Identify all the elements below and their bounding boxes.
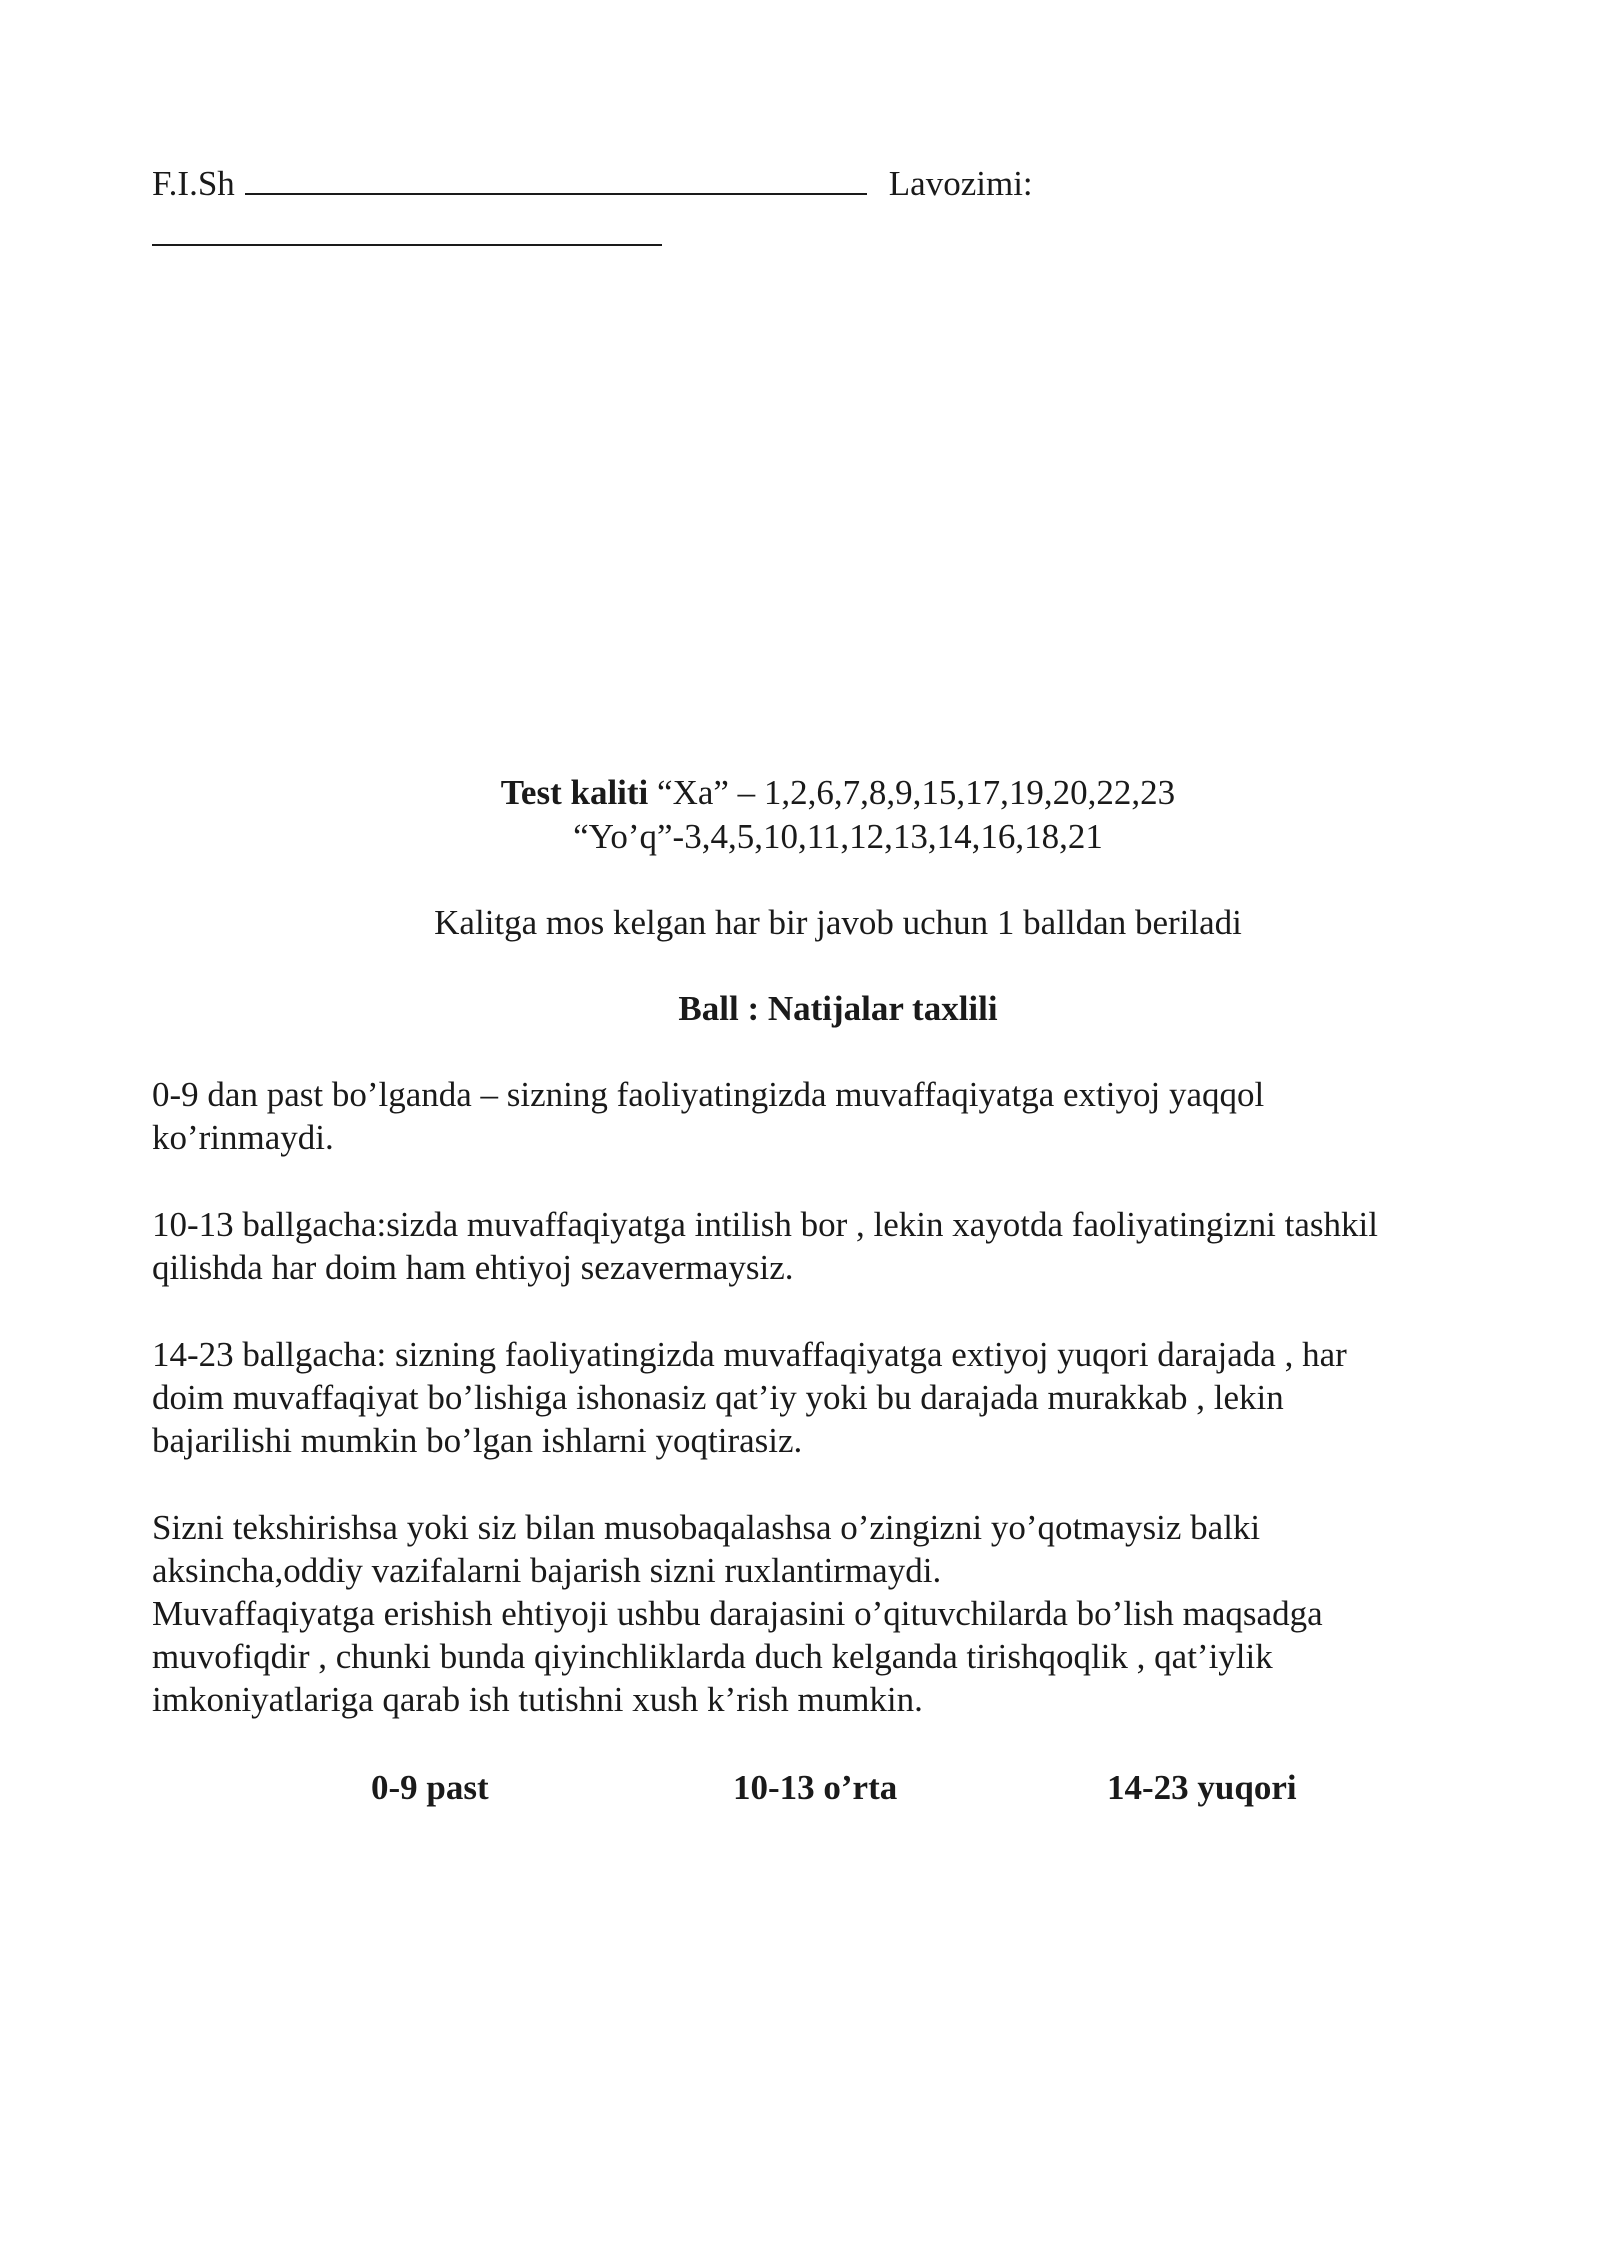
score-levels [0,1766,1600,1810]
paragraph-line: ko’rinmaydi. [152,1118,334,1157]
paragraph-line: 10-13 ballgacha:sizda muvaffaqiyatga intilish bor , lekin xayotda faoliyatingizni tashkil [152,1205,1378,1244]
paragraph-competition [152,1506,1532,1592]
scoring-instruction: Kalitga mos kelgan har bir javob uchun 1 balldan beriladi [434,903,1242,942]
fish-label: F.I.Sh [152,164,235,203]
paragraph-low-score [152,1073,1532,1159]
paragraph-high-score [152,1333,1532,1462]
level-low: 0-9 past [371,1768,489,1807]
paragraph-mid-score [152,1203,1532,1289]
fish-blank-line [245,163,867,195]
paragraph-line: doim muvaffaqiyat bo’lishiga ishonasiz qat’iy yoki bu darajada murakkab , lekin [152,1378,1284,1417]
paragraph-line: 14-23 ballgacha: sizning faoliyatingizda muvaffaqiyatga extiyoj yuqori darajada , har [152,1335,1347,1374]
paragraph-line: muvofiqdir , chunki bunda qiyinchliklarda duch kelganda tirishqoqlik , qat’iylik [152,1637,1273,1676]
paragraph-line: 0-9 dan past bo’lganda – sizning faoliyatingizda muvaffaqiyatga extiyoj yaqqol [152,1075,1265,1114]
paragraph-teachers [152,1592,1532,1721]
position-label: Lavozimi: [888,164,1033,203]
paragraph-line: imkoniyatlariga qarab ish tutishni xush k’rish mumkin. [152,1680,923,1719]
test-key-yes-values: “Xa” – 1,2,6,7,8,9,15,17,19,20,22,23 [657,773,1176,812]
test-key-yes [38,771,1600,814]
paragraph-line: aksincha,oddiy vazifalarni bajarish sizni ruxlantirmaydi. [152,1551,942,1590]
paragraph-line: qilishda har doim ham ehtiyoj sezavermaysiz. [152,1248,794,1287]
test-key-title: Test kaliti [500,773,649,812]
level-mid: 10-13 o’rta [733,1768,898,1807]
level-high: 14-23 yuqori [1107,1768,1297,1807]
header-fields [152,162,1452,206]
paragraph-line: bajarilishi mumkin bo’lgan ishlarni yoqtirasiz. [152,1421,803,1460]
paragraph-line: Muvaffaqiyatga erishish ehtiyoji ushbu darajasini o’qituvchilarda bo’lish maqsadga [152,1594,1323,1633]
paragraph-line: Sizni tekshirishsa yoki siz bilan musobaqalashsa o’zingizni yo’qotmaysiz balki [152,1508,1261,1547]
analysis-heading: Ball : Natijalar taxlili [678,989,998,1028]
test-key-no: “Yo’q”-3,4,5,10,11,12,13,14,16,18,21 [573,817,1103,856]
position-blank-line [152,214,662,246]
